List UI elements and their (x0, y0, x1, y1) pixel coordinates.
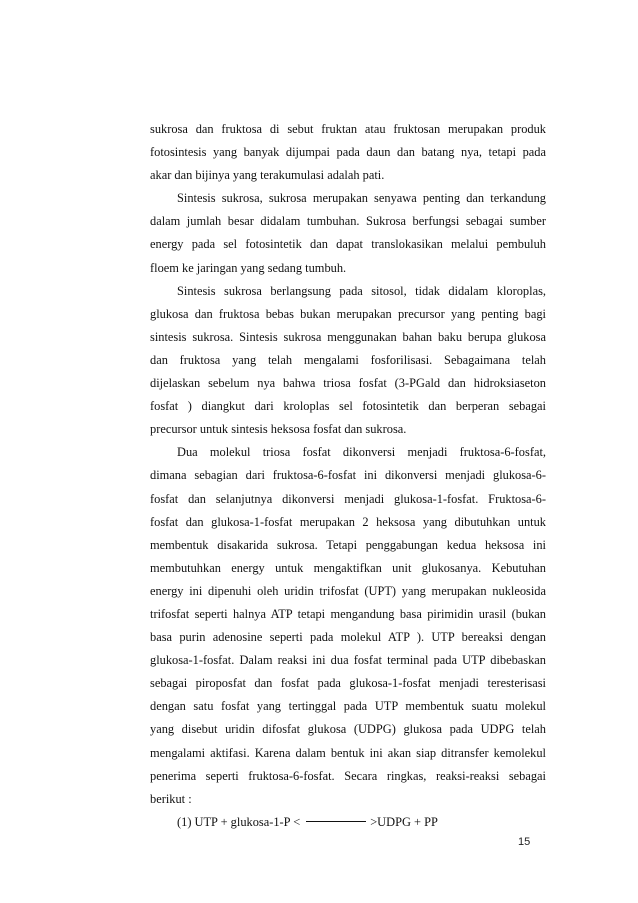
text-line: dan fruktosa yang telah mengalami fosforilisasi. Sebagaimana telah (150, 352, 546, 367)
reaction-products: >UDPG + PP (370, 814, 438, 829)
text-line: dalam jumlah besar didalam tumbuhan. Sukrosa berfungsi sebagai sumber (150, 214, 546, 229)
text-line: energy ini dipenuhi oleh uridin trifosfat (UPT) yang merupakan nukleosida (150, 583, 546, 598)
text-line: membutuhkan energy untuk mengaktifkan unit glukosanya. Kebutuhan (150, 560, 546, 575)
text-line: akar dan bijinya yang terakumulasi adalah pati. (150, 168, 385, 183)
reaction-reactants: (1) UTP + glukosa-1-P < (177, 814, 301, 829)
text-line: mengalami aktifasi. Karena dalam bentuk ini akan siap ditransfer kemolekul (150, 745, 546, 760)
text-line: dengan satu fosfat yang tertinggal pada UTP membentuk suatu molekul (150, 699, 546, 714)
text-line: sukrosa dan fruktosa di sebut fruktan atau fruktosan merupakan produk (150, 122, 546, 136)
text-line: fosfat dan glukosa-1-fosfat merupakan 2 heksosa yang dibutuhkan untuk (150, 514, 546, 529)
text-line: Dua molekul triosa fosfat dikonversi menjadi fruktosa-6-fosfat, (177, 445, 546, 460)
text-line: berikut : (150, 791, 192, 806)
reaction-equation (150, 811, 546, 834)
text-line: fosfat dan selanjutnya dikonversi menjadi glukosa-1-fosfat. Fruktosa-6- (150, 491, 546, 506)
reaction-arrow-line (306, 821, 366, 822)
text-line: precursor untuk sintesis heksosa fosfat dan sukrosa. (150, 422, 407, 437)
page-number: 15 (518, 836, 531, 848)
text-line: glukosa dan fruktosa bebas bukan merupakan precursor yang penting bagi (150, 306, 546, 321)
text-line: basa purin adenosine seperti pada molekul ATP ). UTP bereaksi dengan (150, 630, 546, 645)
text-line: sebagai piroposfat dan fosfat pada glukosa-1-fosfat menjadi teresterisasi (150, 676, 546, 691)
text-line: trifosfat seperti halnya ATP tetapi mengandung basa pirimidin urasil (bukan (150, 606, 546, 621)
body-text (150, 118, 546, 834)
text-line: fosfat ) diangkut dari kroloplas sel fotosintetik dan berperan sebagai (150, 399, 546, 414)
text-line: dimana sebagian dari fruktosa-6-fosfat ini dikonversi menjadi glukosa-6- (150, 468, 546, 483)
text-line: dijelaskan sebelum nya bahwa triosa fosfat (3-PGald dan hidroksiaseton (150, 376, 546, 391)
text-line: glukosa-1-fosfat. Dalam reaksi ini dua fosfat terminal pada UTP dibebaskan (150, 653, 546, 668)
text-line: floem ke jaringan yang sedang tumbuh. (150, 260, 347, 275)
text-line: yang disebut uridin difosfat glukosa (UDPG) glukosa pada UDPG telah (150, 722, 546, 737)
text-line: penerima seperti fruktosa-6-fosfat. Secara ringkas, reaksi-reaksi sebagai (150, 768, 546, 783)
text-line: sintesis sukrosa. Sintesis sukrosa menggunakan bahan baku berupa glukosa (150, 329, 546, 344)
text-line: Sintesis sukrosa, sukrosa merupakan senyawa penting dan terkandung (177, 191, 546, 206)
text-line: Sintesis sukrosa berlangsung pada sitosol, tidak didalam kloroplas, (177, 283, 546, 298)
text-line: membentuk disakarida sukrosa. Tetapi penggabungan kedua heksosa ini (150, 537, 546, 552)
text-line: fotosintesis yang banyak dijumpai pada daun dan batang nya, tetapi pada (150, 145, 546, 160)
text-line: energy pada sel fotosintetik dan dapat translokasikan melalui pembuluh (150, 237, 546, 252)
